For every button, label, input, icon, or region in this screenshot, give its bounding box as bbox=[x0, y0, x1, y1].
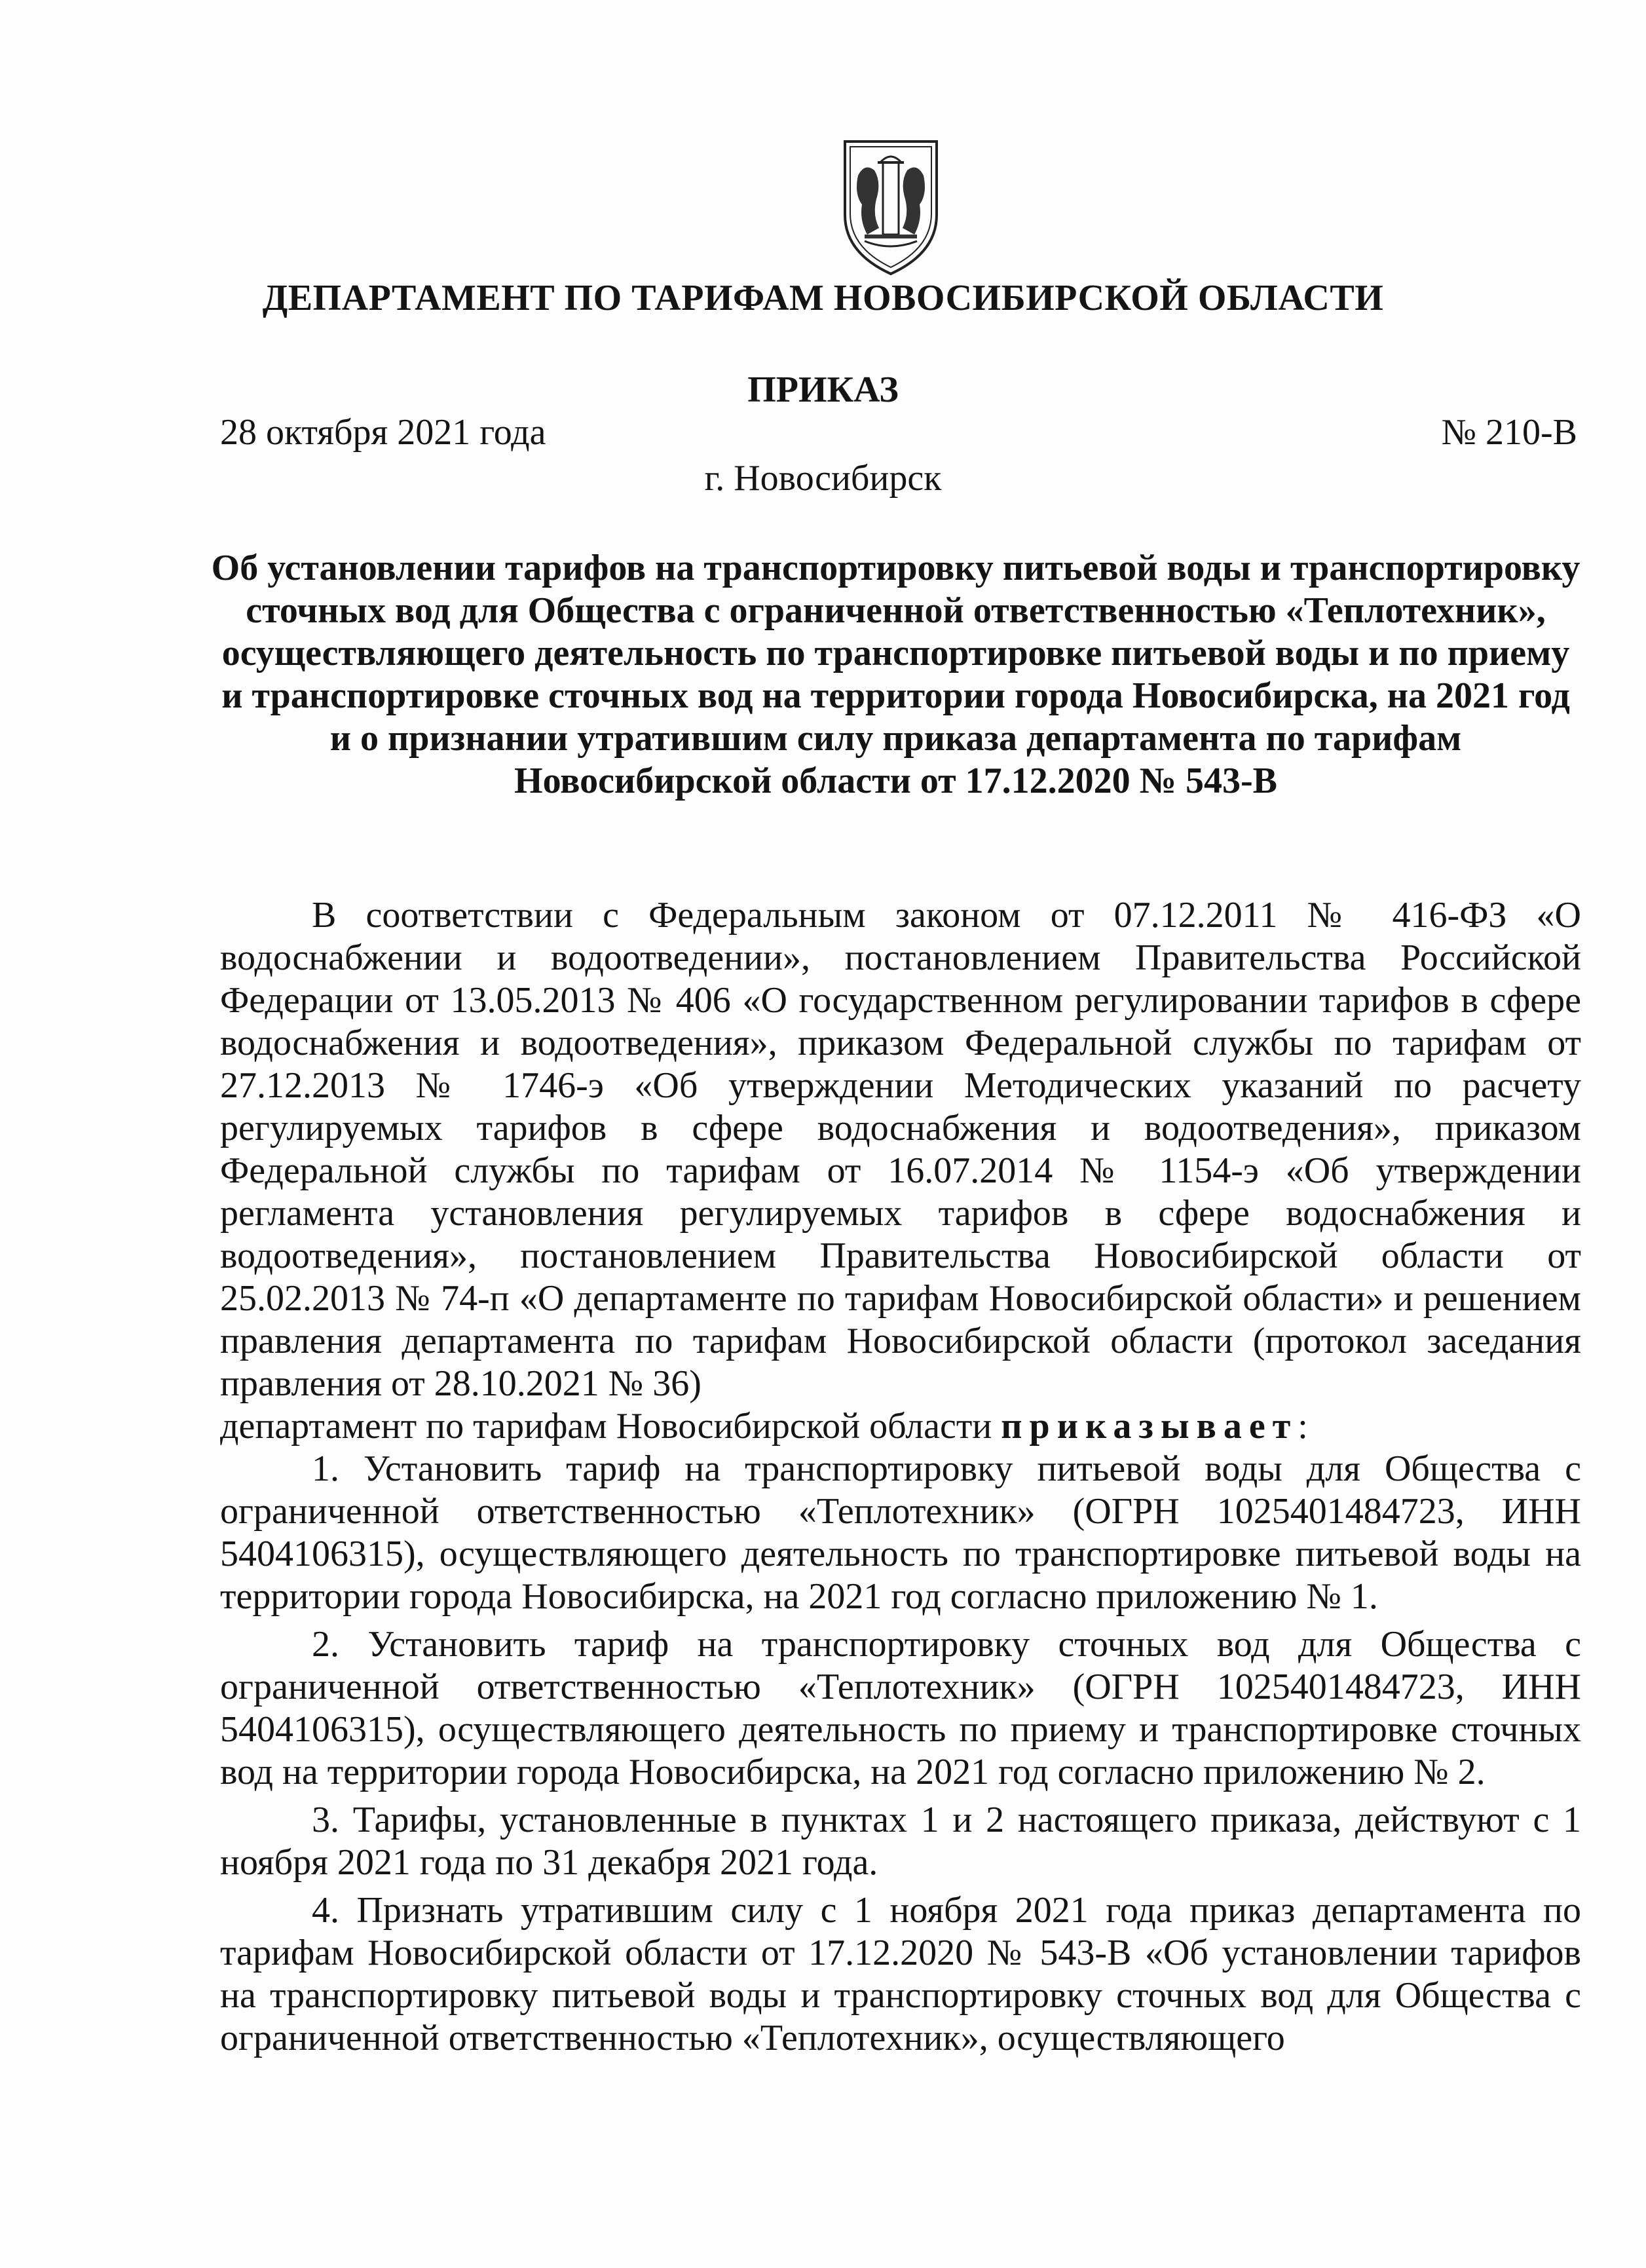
order-item-3: 3. Тарифы, установленные в пунктах 1 и 2 настоящего приказа, действуют с 1 ноября 2021 года по 31 декабря 2021 года. bbox=[220, 1800, 1581, 1883]
order-item-2: 2. Установить тариф на транспортировку сточных вод для Общества с ограниченной ответственностью «Теплотехник» (ОГРН 1025401484723, ИНН 5404106315), осуществляющего деятельность по приему и транспортировке сточных вод на территории города Новосибирска, на 2021 год согласно приложению № 2. bbox=[220, 1624, 1581, 1792]
document-number: № 210-В bbox=[1441, 412, 1577, 453]
document-body bbox=[220, 894, 1581, 2060]
document-title: Об установлении тарифов на транспортировку питьевой воды и транспортировку сточных вод для Общества с ограниченной ответственностью «Теплотехник», осуществляющего деятельность по транспортировке питьевой воды и по приему и транспортировке сточных вод на территории города Новосибирска, на 2021 год и о признании утратившим силу приказа департамента по тарифам Новосибирской области от 17.12.2020 № 543-В bbox=[211, 548, 1581, 801]
order-verb: приказывает bbox=[1001, 1406, 1298, 1446]
department-name: ДЕПАРТАМЕНТ ПО ТАРИФАМ НОВОСИБИРСКОЙ ОБЛАСТИ bbox=[262, 278, 1384, 318]
document-type: ПРИКАЗ bbox=[747, 369, 899, 410]
order-item-4: 4. Признать утратившим силу с 1 ноября 2021 года приказ департамента по тарифам Новосибирской области от 17.12.2020 № 543-В «Об установлении тарифов на транспортировку питьевой воды и транспортировку сточных вод для Общества с ограниченной ответственностью «Теплотехник», осуществляющего bbox=[220, 1890, 1581, 2058]
order-line bbox=[220, 1405, 1581, 1448]
coat-of-arms-emblem bbox=[838, 136, 943, 280]
order-item-1: 1. Установить тариф на транспортировку питьевой воды для Общества с ограниченной ответственностью «Теплотехник» (ОГРН 1025401484723, ИНН 5404106315), осуществляющего деятельность по транспортировке питьевой воды на территории города Новосибирска, на 2021 год согласно приложению № 1. bbox=[220, 1448, 1581, 1617]
order-line-prefix: департамент по тарифам Новосибирской области bbox=[220, 1406, 1001, 1446]
document-date: 28 октября 2021 года bbox=[220, 412, 546, 453]
order-line-suffix: : bbox=[1298, 1406, 1308, 1446]
preamble-paragraph: В соответствии с Федеральным законом от 07.12.2011 № 416-ФЗ «О водоснабжении и водоотведении», постановлением Правительства Российской Федерации от 13.05.2013 № 406 «О государственном регулировании тарифов в сфере водоснабжения и водоотведения», приказом Федеральной службы по тарифам от 27.12.2013 № 1746-э «Об утверждении Методических указаний по расчету регулируемых тарифов в сфере водоснабжения и водоотведения», приказом Федеральной службы по тарифам от 16.07.2014 № 1154-э «Об утверждении регламента установления регулируемых тарифов в сфере водоснабжения и водоотведения», постановлением Правительства Новосибирской области от 25.02.2013 № 74-п «О департаменте по тарифам Новосибирской области» и решением правления департамента по тарифам Новосибирской области (протокол заседания правления от 28.10.2021 № 36) bbox=[220, 895, 1581, 1404]
document-city: г. Новосибирск bbox=[704, 458, 942, 499]
